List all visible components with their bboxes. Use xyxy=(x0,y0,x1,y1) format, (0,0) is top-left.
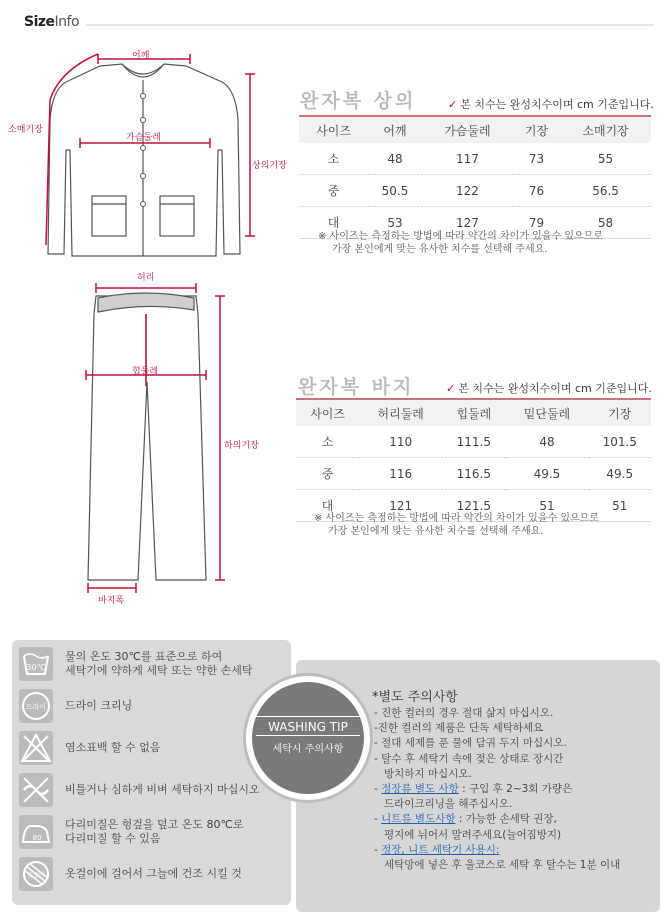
tip-highlight: 정장류 별도 사항 xyxy=(381,783,459,796)
label-chest: 가슴둘레 xyxy=(126,133,161,143)
table-cell: 51 xyxy=(589,490,652,522)
table-cell: 50.5 xyxy=(368,175,422,207)
tip-line: - 탈수 후 세탁기 속에 젖은 상태로 장시간 xyxy=(374,752,564,765)
table-cell: 101.5 xyxy=(589,426,652,458)
tip-line: - 진한 컬러의 경우 절대 삶지 마십시오. xyxy=(374,707,554,719)
header-title-bold: Size xyxy=(24,14,55,30)
table-cell: 116.5 xyxy=(442,458,505,490)
table-cell: 111.5 xyxy=(442,426,505,458)
dry-clean-icon xyxy=(18,688,54,724)
table-cell: 51 xyxy=(505,490,588,522)
top-garment-diagram xyxy=(0,40,290,270)
table-header-cell: 어깨 xyxy=(368,116,422,143)
table-header-cell: 사이즈 xyxy=(299,116,368,143)
table-row xyxy=(296,426,651,458)
care-text-line: 염소표백 할 수 없음 xyxy=(65,741,161,754)
care-text-line: 물의 온도 30℃를 표준으로 하여 xyxy=(65,650,223,663)
label-hem: 바지폭 xyxy=(98,596,125,606)
table-cell: 53 xyxy=(368,207,422,239)
table-cell: 48 xyxy=(505,426,588,458)
table-cell: 대 xyxy=(299,207,368,239)
table-header-cell: 기장 xyxy=(589,399,652,426)
care-instructions-panel xyxy=(12,640,291,905)
bottom-size-table xyxy=(296,398,651,522)
table-cell: 49.5 xyxy=(505,458,588,490)
svg-text:80: 80 xyxy=(32,834,42,842)
table-cell: 중 xyxy=(296,458,359,490)
no-wring-icon xyxy=(18,772,54,808)
table-cell: 110 xyxy=(359,426,442,458)
tips-heading: *별도 주의사항 xyxy=(372,690,458,705)
table-header-cell: 밑단둘레 xyxy=(505,399,588,426)
washing-tip-badge xyxy=(246,676,370,800)
care-text-line: 다리미질은 헝겊을 덮고 온도 80℃로 xyxy=(65,818,244,831)
care-text-line: 옷걸이에 걸어서 그늘에 건조 시킬 것 xyxy=(65,867,242,880)
label-shoulder: 어깨 xyxy=(132,51,150,61)
label-hip: 힙둘레 xyxy=(132,367,159,377)
tip-line: -진한 컬러의 제품은 단독 세탁하세요 xyxy=(374,722,544,735)
care-row xyxy=(18,812,288,852)
table-cell: 55 xyxy=(560,143,651,175)
table-cell: 122 xyxy=(422,175,513,207)
label-sleeve: 소매기장 xyxy=(8,125,43,135)
table-header-cell: 소매기장 xyxy=(560,116,651,143)
label-top-length: 상의기장 xyxy=(252,161,287,171)
table-cell: 127 xyxy=(422,207,513,239)
wash-30-icon xyxy=(18,646,54,682)
footnote-line: 가장 본인에게 맞는 유사한 치수를 선택해 주세요. xyxy=(328,526,544,537)
tips-list xyxy=(374,706,620,873)
table-cell: 117 xyxy=(422,143,513,175)
header-divider xyxy=(86,24,654,26)
tip-line: - 정장류 별도 사항 : 구입 후 2~3회 가량은 xyxy=(374,783,573,796)
table-cell: 73 xyxy=(513,143,560,175)
table-header-cell: 허리둘레 xyxy=(359,399,442,426)
tip-line: - 절대 세제를 푼 물에 담궈 두지 마십시오. xyxy=(374,737,567,750)
care-text-line: 다리미질 할 수 있음 xyxy=(65,832,161,845)
svg-text:옷걸이: 옷걸이 xyxy=(27,872,45,879)
table-header-cell: 가슴둘레 xyxy=(422,116,513,143)
bottom-table-title: 완자복 바지 xyxy=(298,376,415,398)
care-row xyxy=(18,770,288,810)
svg-text:30℃: 30℃ xyxy=(26,663,46,672)
top-table-note: ✓ 본 치수는 완성치수이며 cm 기준입니다. xyxy=(448,98,654,111)
header-title-light: Info xyxy=(54,14,80,30)
footnote-line: ※ 사이즈는 측정하는 방법에 따라 약간의 차이가 있을수 있으므로 xyxy=(318,231,603,242)
table-row xyxy=(299,143,651,175)
section-header xyxy=(24,14,79,30)
table-row xyxy=(296,458,651,490)
table-cell: 중 xyxy=(299,175,368,207)
table-cell: 소 xyxy=(299,143,368,175)
washing-tip-title: WASHING TIP xyxy=(268,720,348,734)
bottom-table-footnote xyxy=(314,512,672,538)
table-cell: 76 xyxy=(513,175,560,207)
table-header-cell: 힙둘레 xyxy=(442,399,505,426)
table-cell: 56.5 xyxy=(560,175,651,207)
table-cell: 소 xyxy=(296,426,359,458)
table-header-row xyxy=(296,399,651,426)
care-text-line: 비틀거나 심하게 비벼 세탁하지 마십시오 xyxy=(65,783,260,796)
svg-text:드라이: 드라이 xyxy=(25,703,47,711)
table-row xyxy=(299,175,651,207)
table-header-row xyxy=(299,116,651,143)
top-table-footnote xyxy=(318,230,672,256)
footnote-line: 가장 본인에게 맞는 유사한 치수를 선택해 주세요. xyxy=(332,244,548,255)
tip-line: 평지에 뉘어서 말려주세요(늘어짐방지) xyxy=(384,828,562,841)
tip-line: - 정장, 니트 세탁기 사용시: xyxy=(374,843,500,856)
footnote-line: ※ 사이즈는 측정하는 방법에 따라 약간의 차이가 있을수 있으므로 xyxy=(314,513,599,524)
label-bottom-length: 하의기장 xyxy=(224,441,259,451)
table-cell: 대 xyxy=(296,490,359,522)
tip-highlight: 니트류 별도사항 xyxy=(381,813,456,826)
bottom-table-note: ✓ 본 치수는 완성치수이며 cm 기준입니다. xyxy=(446,382,652,395)
care-text-line: 드라이 크리닝 xyxy=(65,699,133,712)
tip-line: 세탁망에 넣은 후 울코스로 세탁 후 탈수는 1분 이내 xyxy=(384,859,621,872)
table-cell: 48 xyxy=(368,143,422,175)
care-row xyxy=(18,854,288,894)
washing-tip-subtitle: 세탁시 주의사항 xyxy=(272,744,344,755)
top-table-title: 완자복 상의 xyxy=(300,90,417,112)
tip-line: 드라이크리닝을 해주십시오. xyxy=(384,798,513,811)
table-header-cell: 사이즈 xyxy=(296,399,359,426)
iron-80-icon xyxy=(18,814,54,850)
tip-line: 방치하지 마십시오. xyxy=(384,767,472,780)
table-cell: 121 xyxy=(359,490,442,522)
table-header-cell: 기장 xyxy=(513,116,560,143)
tip-line: - 니트류 별도사항 : 가능한 손세탁 권장, xyxy=(374,813,557,826)
label-waist: 허리 xyxy=(137,273,155,283)
table-cell: 121.5 xyxy=(442,490,505,522)
tip-highlight: 정장, 니트 세탁기 사용시: xyxy=(381,843,500,856)
table-cell: 79 xyxy=(513,207,560,239)
no-bleach-icon xyxy=(18,730,54,766)
table-cell: 58 xyxy=(560,207,651,239)
top-size-table xyxy=(299,115,651,239)
care-text-line: 세탁기에 약하게 세탁 또는 약한 손세탁 xyxy=(65,664,253,677)
hang-dry-shade-icon xyxy=(18,856,54,892)
care-row xyxy=(18,644,288,684)
table-cell: 116 xyxy=(359,458,442,490)
table-cell: 49.5 xyxy=(589,458,652,490)
